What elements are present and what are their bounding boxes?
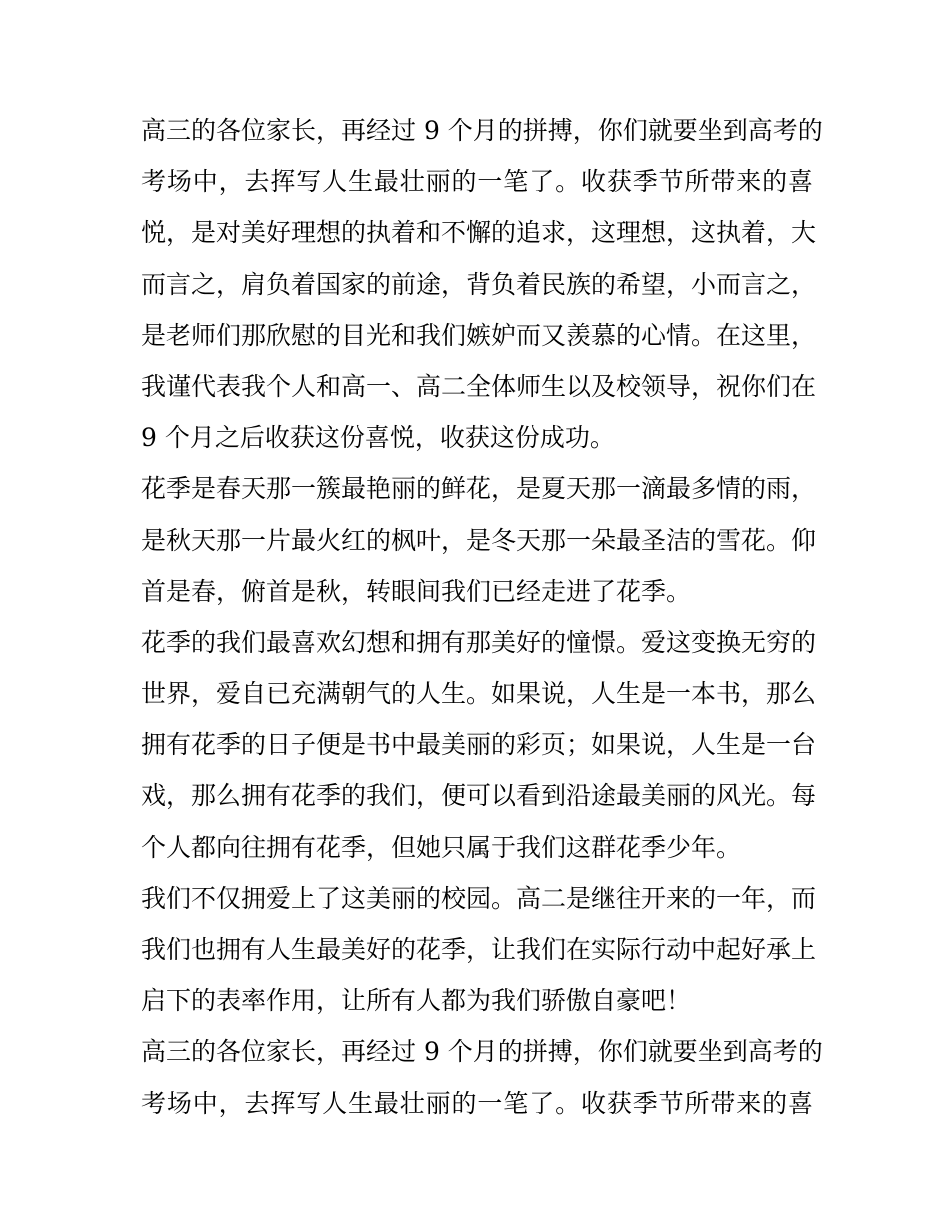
paragraph <box>141 873 817 1027</box>
text-line: 我们也拥有人生最美好的花季，让我们在实际行动中起好承上 <box>141 935 817 964</box>
text-line: 9 个月之后收获这份喜悦，收获这份成功。 <box>141 423 615 453</box>
text-line: 个人都向往拥有花季，但她只属于我们这群花季少年。 <box>141 832 742 862</box>
text-line: 我们不仅拥爱上了这美丽的校园。高二是继往开来的一年，而 <box>141 883 817 913</box>
text-line: 是老师们那欣慰的目光和我们嫉妒而又羡慕的心情。在这里， <box>141 320 817 350</box>
paragraph <box>141 1026 823 1128</box>
text-line: 我谨代表我个人和高一、高二全体师生以及校领导，祝你们在 <box>141 371 817 401</box>
paragraph <box>141 105 823 463</box>
text-line: 考场中，去挥写人生最壮丽的一笔了。收获季节所带来的喜 <box>141 167 813 197</box>
text-line: 高三的各位家长，再经过 9 个月的拼搏，你们就要坐到高考的 <box>141 116 823 145</box>
text-line: 拥有花季的日子便是书中最美丽的彩页；如果说，人生是一台 <box>141 730 817 760</box>
text-line: 启下的表率作用，让所有人都为我们骄傲自豪吧！ <box>141 986 692 1016</box>
text-line: 首是春，俯首是秋，转眼间我们已经走进了花季。 <box>141 576 692 606</box>
document-body <box>141 105 823 1129</box>
paragraph <box>141 463 817 617</box>
text-line: 考场中，去挥写人生最壮丽的一笔了。收获季节所带来的喜 <box>141 1088 813 1118</box>
paragraph <box>141 617 817 873</box>
text-line: 花季是春天那一簇最艳丽的鲜花，是夏天那一滴最多情的雨， <box>141 474 817 504</box>
text-line: 戏，那么拥有花季的我们，便可以看到沿途最美丽的风光。每 <box>141 781 817 811</box>
text-line: 世界，爱自已充满朝气的人生。如果说，人生是一本书，那么 <box>141 679 817 709</box>
text-line: 花季的我们最喜欢幻想和拥有那美好的憧憬。爱这变换无穷的 <box>141 627 817 657</box>
text-line: 是秋天那一片最火红的枫叶，是冬天那一朵最圣洁的雪花。仰 <box>141 525 817 555</box>
text-line: 悦，是对美好理想的执着和不懈的追求，这理想，这执着，大 <box>141 218 817 248</box>
text-line: 而言之，肩负着国家的前途，背负着民族的希望，小而言之， <box>141 269 817 299</box>
text-line: 高三的各位家长，再经过 9 个月的拼搏，你们就要坐到高考的 <box>141 1037 823 1067</box>
